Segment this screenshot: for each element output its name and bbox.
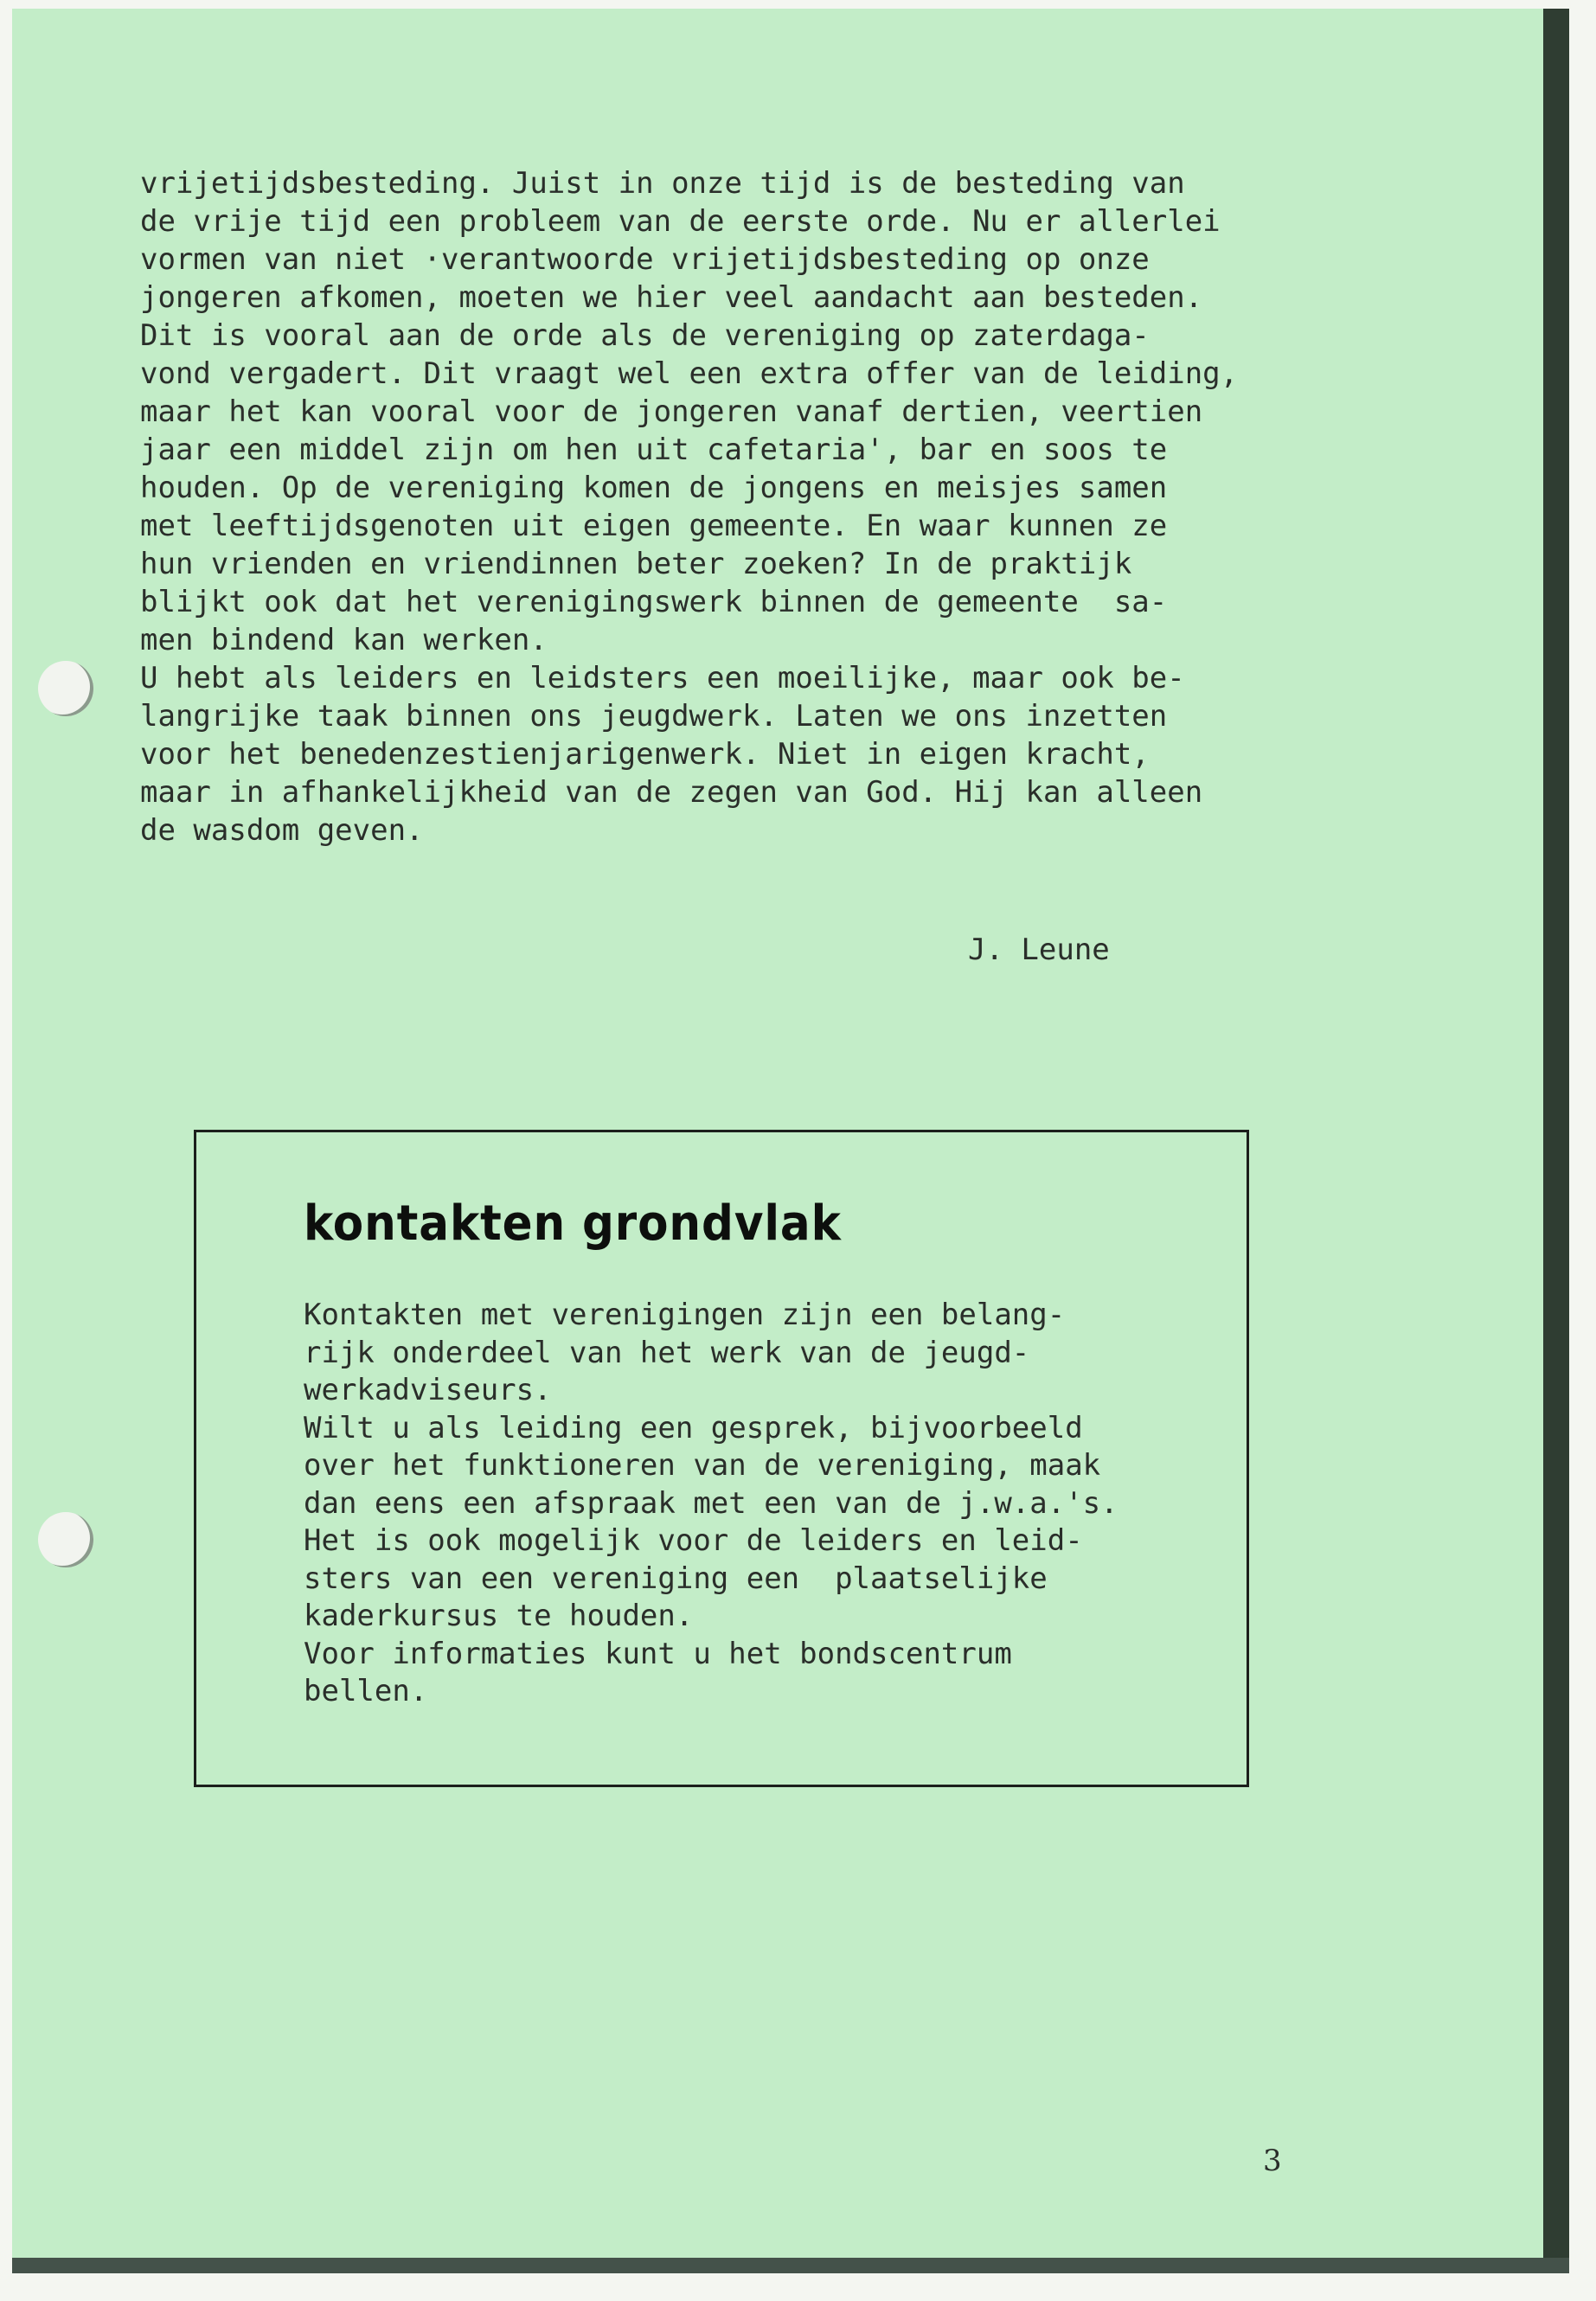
page-number: 3 [1263, 2144, 1282, 2178]
article-line: maar in afhankelijkheid van de zegen van God. Hij kan alleen [140, 775, 1203, 810]
box-line: werkadviseurs. [304, 1373, 552, 1407]
article-body [140, 164, 1368, 849]
punch-hole-top [38, 661, 93, 716]
article-line: de vrije tijd een probleem van de eerste orde. Nu er allerlei [140, 204, 1221, 239]
article-line: met leeftijdsgenoten uit eigen gemeente. En waar kunnen ze [140, 509, 1168, 543]
box-line: Het is ook mogelijk voor de leiders en leid- [304, 1523, 1083, 1558]
box-line: Voor informaties kunt u het bondscentrum [304, 1636, 1012, 1671]
article-line: Dit is vooral aan de orde als de vereniging op zaterdaga- [140, 318, 1150, 353]
box-line: over het funktioneren van de vereniging, maak [304, 1448, 1101, 1483]
box-line: sters van een vereniging een plaatselijke [304, 1561, 1048, 1596]
article-line: jaar een middel zijn om hen uit cafetaria', bar en soos te [140, 433, 1168, 467]
article-line: de wasdom geven. [140, 813, 424, 848]
article-line: jongeren afkomen, moeten we hier veel aandacht aan besteden. [140, 280, 1203, 315]
article-line: vond vergadert. Dit vraagt wel een extra offer van de leiding, [140, 356, 1239, 391]
article-line: U hebt als leiders en leidsters een moeilijke, maar ook be- [140, 661, 1185, 695]
article-line: voor het benedenzestienjarigenwerk. Niet in eigen kracht, [140, 737, 1150, 772]
box-line: kaderkursus te houden. [304, 1599, 694, 1633]
bottom-edge [12, 2258, 1569, 2273]
page-sheet [12, 9, 1569, 2273]
article-line: langrijke taak binnen ons jeugdwerk. Laten we ons inzetten [140, 699, 1168, 734]
article-line: men bindend kan werken. [140, 623, 548, 657]
article-line: blijkt ook dat het verenigingswerk binnen de gemeente sa- [140, 585, 1168, 619]
box-body [304, 1297, 1118, 1711]
box-title: kontakten grondvlak [304, 1195, 842, 1252]
box-line: rijk onderdeel van het werk van de jeugd- [304, 1335, 1030, 1370]
box-line: Kontakten met verenigingen zijn een belang- [304, 1298, 1066, 1332]
article-line: vormen van niet ·verantwoorde vrijetijdsbesteding op onze [140, 242, 1150, 277]
box-line: bellen. [304, 1674, 428, 1708]
article-line: houden. Op de vereniging komen de jongens en meisjes samen [140, 471, 1168, 505]
article-line: maar het kan vooral voor de jongeren vanaf dertien, veertien [140, 394, 1203, 429]
author-signature: J. Leune [968, 933, 1110, 967]
box-line: dan eens een afspraak met een van de j.w.a.'s. [304, 1485, 1118, 1521]
article-line: hun vrienden en vriendinnen beter zoeken? In de praktijk [140, 547, 1132, 581]
box-line: Wilt u als leiding een gesprek, bijvoorbeeld [304, 1410, 1083, 1445]
punch-hole-bottom [38, 1512, 93, 1567]
article-line: vrijetijdsbesteding. Juist in onze tijd is de besteding van [140, 166, 1185, 201]
binding-edge [1543, 9, 1569, 2273]
contact-box [194, 1130, 1249, 1787]
